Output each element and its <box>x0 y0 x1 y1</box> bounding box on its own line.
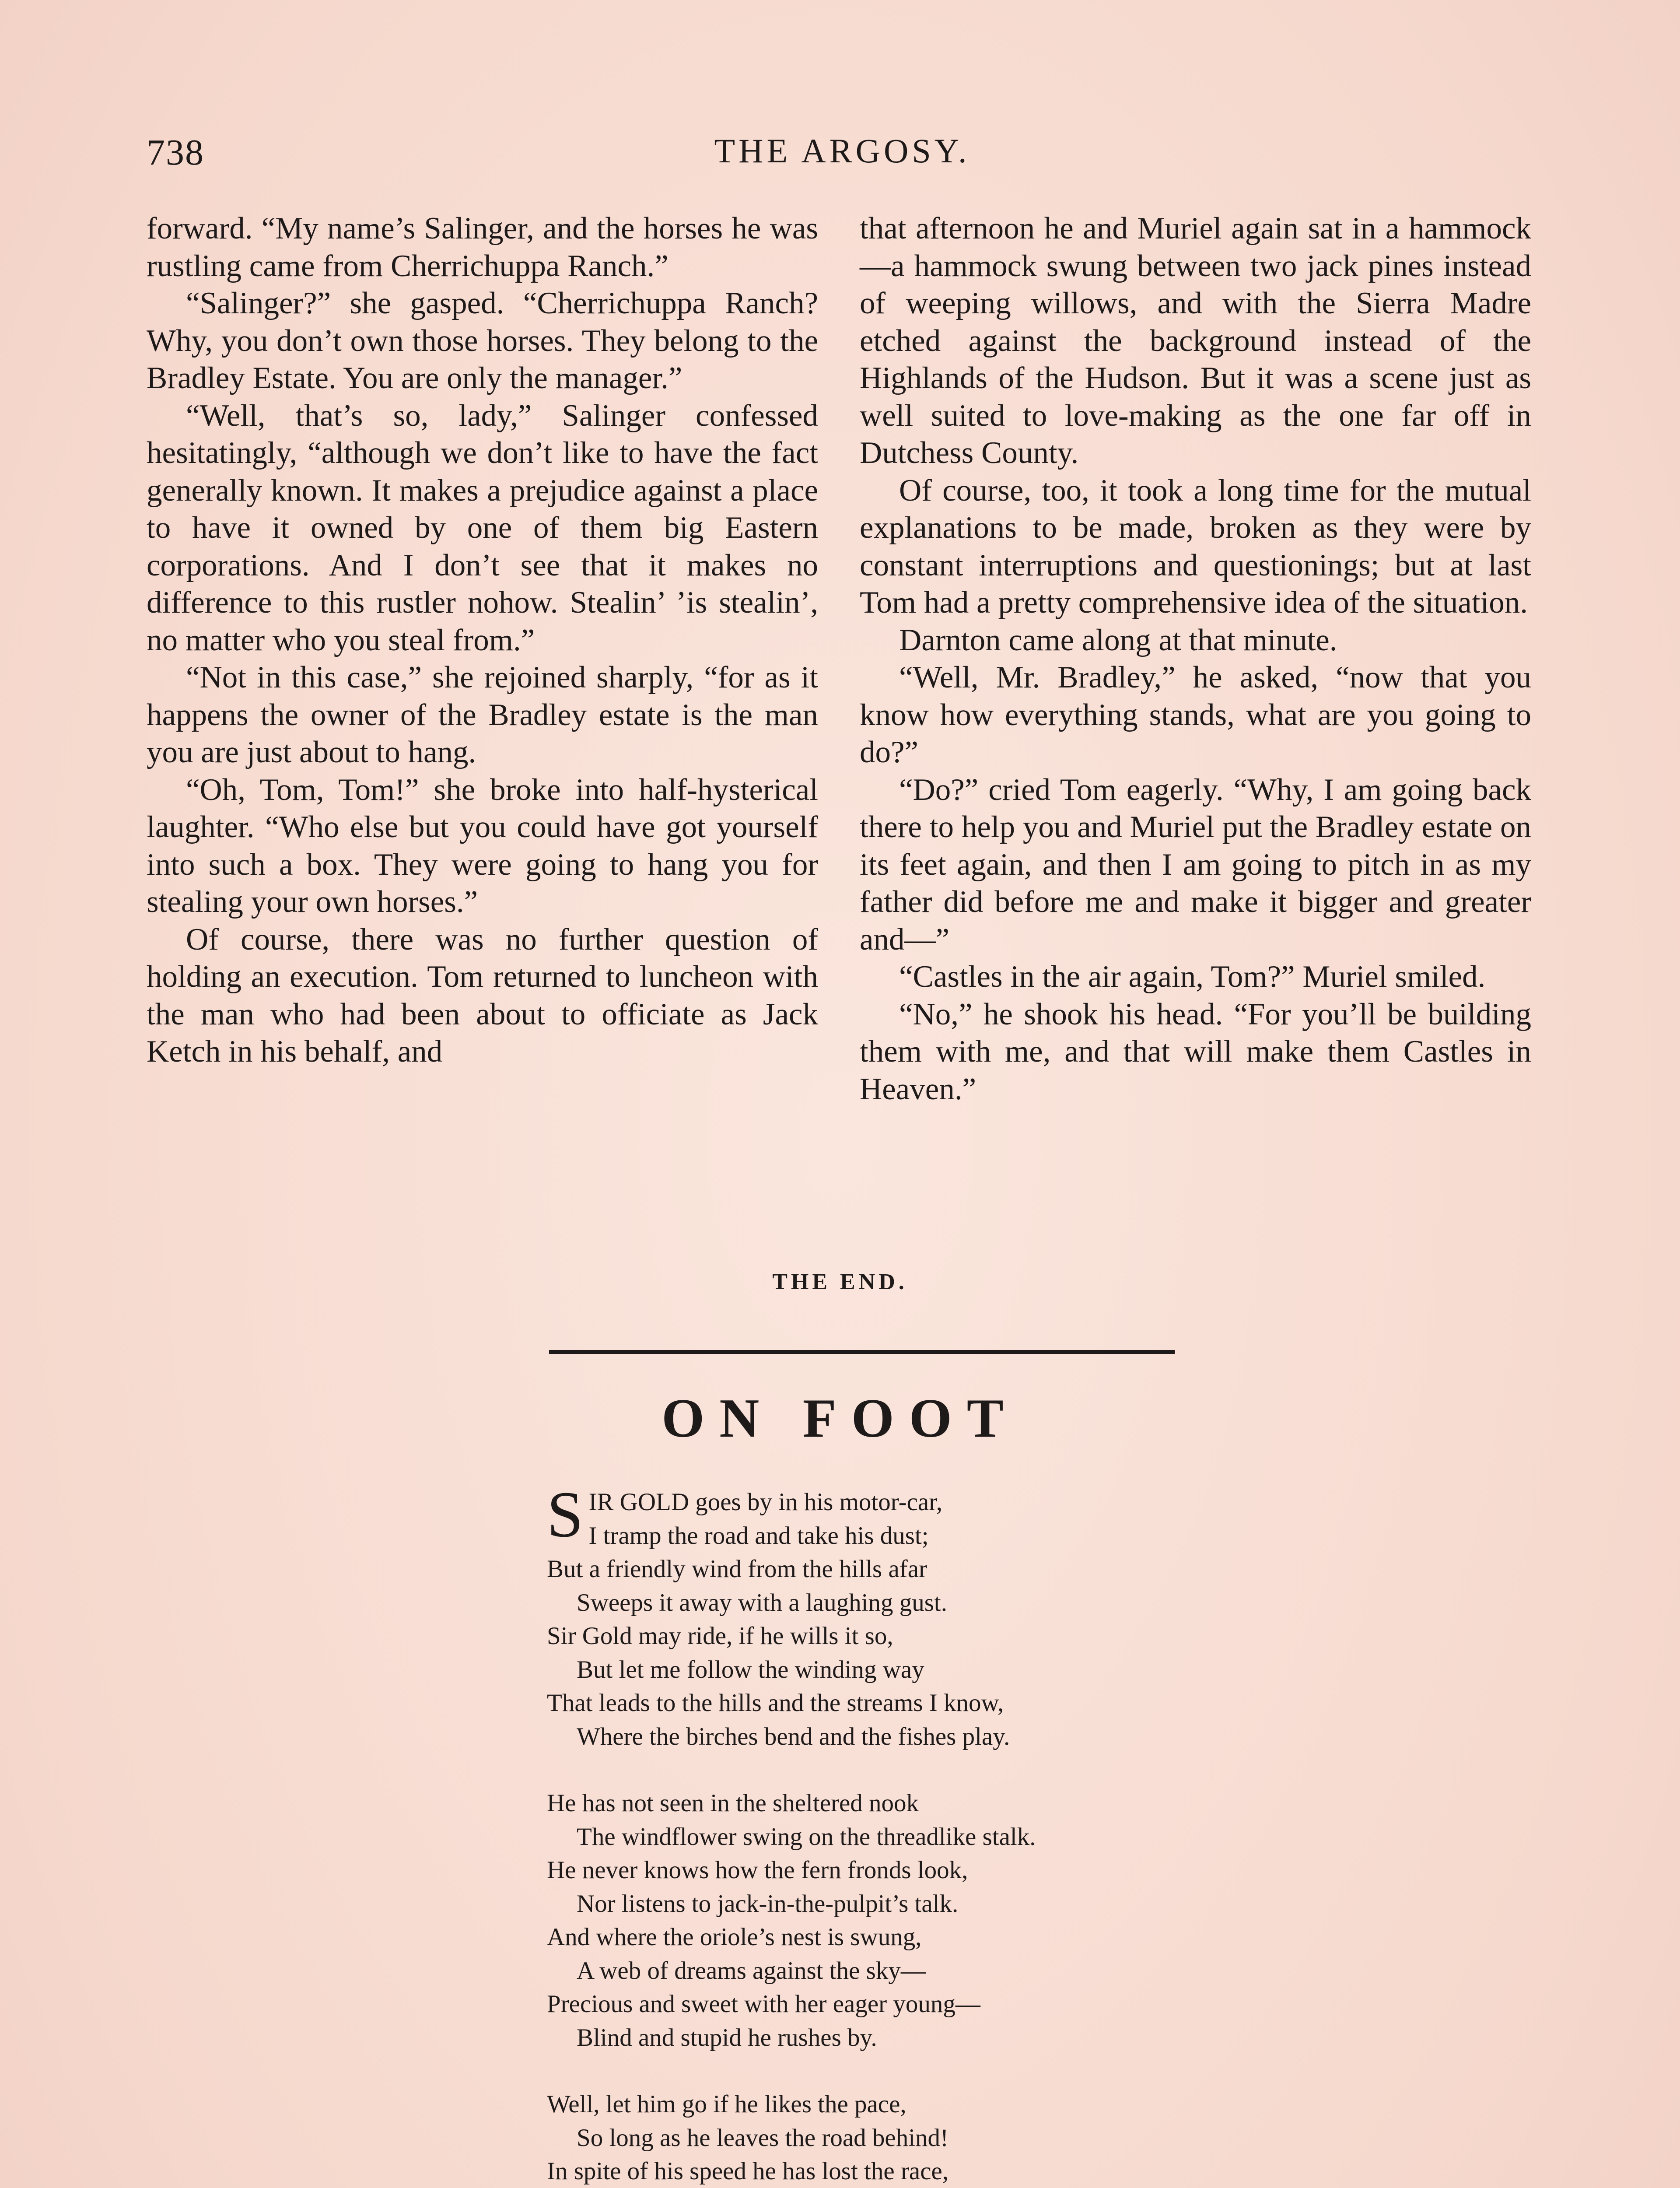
poem-line: And where the oriole’s nest is swung, <box>547 1923 922 1951</box>
poem-line: Sir Gold may ride, if he wills it so, <box>547 1622 893 1650</box>
poem-line: Well, let him go if he likes the pace, <box>547 2090 906 2118</box>
running-title: THE ARGOSY. <box>714 132 970 170</box>
paragraph: “Well, Mr. Bradley,” he asked, “now that you know how everything stands, what are you going to do?” <box>860 660 1531 769</box>
poem-line: A web of dreams against the sky— <box>577 1957 926 1985</box>
poem-body <box>547 1478 1291 2188</box>
poem-line: Nor listens to jack-in-the-pulpit’s talk. <box>577 1890 959 1918</box>
paragraph: “No,” he shook his head. “For you’ll be building them with me, and that will make them Castles in Heaven.” <box>860 997 1531 1106</box>
poem-title: ON FOOT <box>662 1388 1018 1449</box>
poem-stanza <box>547 2088 1291 2188</box>
paragraph: forward. “My name’s Salinger, and the horses he was rustling came from Cherrichuppa Ranch.” <box>147 211 818 283</box>
poem-line: Blind and stupid he rushes by. <box>577 2023 877 2051</box>
poem-line: Sweeps it away with a laughing gust. <box>577 1588 947 1616</box>
poem-line: Precious and sweet with her eager young— <box>547 1990 980 2018</box>
story-columns <box>147 210 1538 1260</box>
poem-line: That leads to the hills and the streams I know, <box>547 1689 1004 1717</box>
poem-stanza <box>547 1478 1291 1753</box>
poem-line: He never knows how the fern fronds look, <box>547 1856 968 1884</box>
paragraph: Of course, too, it took a long time for the mutual explanations to be made, broken as they were by constant interruptions and questionings; but at last Tom had a pretty comprehensive idea of the situation. <box>860 473 1531 620</box>
paragraph: that afternoon he and Muriel again sat in a hammock—a hammock swung between two jack pines instead of weeping willows, and with the Sierra Madre etched against the background instead of the Highlands of the Hudson. But it was a scene just as well suited to love-making as the one far off in Dutchess County. <box>860 211 1531 470</box>
poem-line: I tramp the road and take his dust; <box>588 1522 929 1550</box>
page-number: 738 <box>147 132 204 173</box>
page-header <box>147 131 1538 184</box>
poem-line: But let me follow the winding way <box>577 1655 924 1683</box>
paragraph: “Do?” cried Tom eagerly. “Why, I am going back there to help you and Muriel put the Bradley estate on its feet again, and then I am going to pitch in as my father did before me and make it bigger and greater and—” <box>860 772 1531 957</box>
poem-line: In spite of his speed he has lost the race, <box>547 2157 949 2185</box>
story-end-marker: THE END. <box>772 1269 908 1294</box>
left-column <box>147 210 818 1071</box>
paragraph: “Salinger?” she gasped. “Cherrichuppa Ranch? Why, you don’t own those horses. They belong to the Bradley Estate. You are only the manager.” <box>147 286 818 395</box>
poem-line: So long as he leaves the road behind! <box>577 2124 949 2152</box>
paragraph: “Not in this case,” she rejoined sharply, “for as it happens the owner of the Bradley estate is the man you are just about to hang. <box>147 660 818 769</box>
poem-line: Where the birches bend and the fishes play. <box>577 1722 1010 1750</box>
paragraph: Darnton came along at that minute. <box>899 623 1337 657</box>
section-divider <box>549 1350 1175 1354</box>
poem-line: But a friendly wind from the hills afar <box>547 1555 928 1583</box>
poem-line-text: IR GOLD goes by in his motor-car, <box>588 1488 943 1516</box>
paragraph: “Oh, Tom, Tom!” she broke into half-hysterical laughter. “Who else but you could have got yourself into such a box. They were going to hang you for stealing your own horses.” <box>147 772 818 919</box>
paragraph: “Well, that’s so, lady,” Salinger confessed hesitatingly, “although we don’t like to have the fact generally known. It makes a prejudice against a place to have it owned by one of them big Eastern corporations. And I don’t see that it makes no difference to this rustler nohow. Stealin’ ’is stealin’, no matter who you steal from.” <box>147 398 818 657</box>
paragraph: Of course, there was no further question of holding an execution. Tom returned to luncheon with the man who had been about to officiate as Jack Ketch in his behalf, and <box>147 922 818 1069</box>
paragraph: “Castles in the air again, Tom?” Muriel smiled. <box>899 960 1486 994</box>
right-column <box>860 210 1531 1108</box>
poem-line: The windflower swing on the threadlike stalk. <box>577 1823 1036 1851</box>
poem-line: He has not seen in the sheltered nook <box>547 1789 919 1817</box>
drop-cap: S <box>547 1478 584 1551</box>
poem-stanza <box>547 1787 1291 2055</box>
